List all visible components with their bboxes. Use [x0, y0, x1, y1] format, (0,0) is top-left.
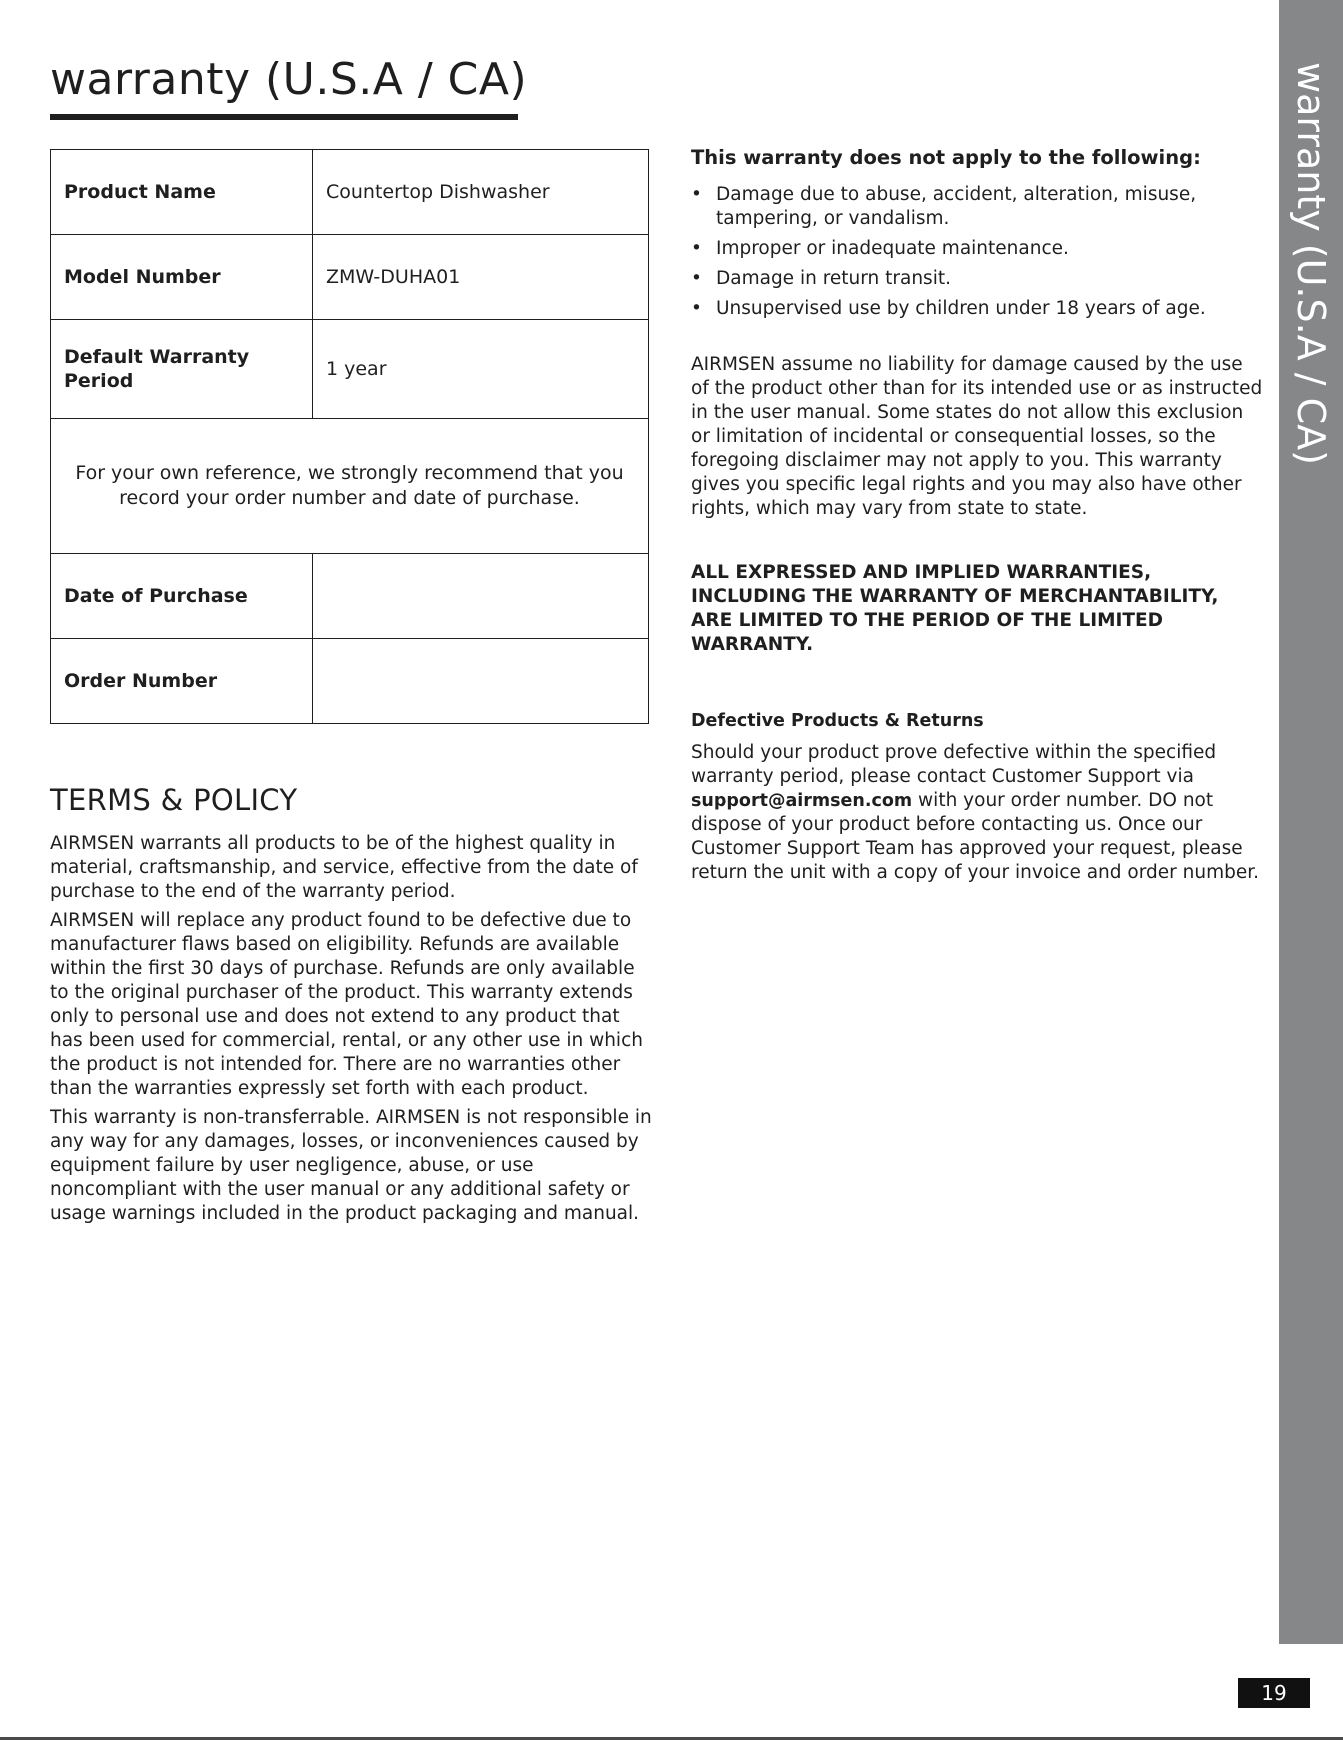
date-of-purchase-label: Date of Purchase — [51, 554, 313, 639]
product-info-table — [50, 149, 649, 724]
reference-note: For your own reference, we strongly recommend that you record your order number and date of purchase. — [51, 419, 649, 554]
model-number-label: Model Number — [51, 235, 313, 320]
table-row — [51, 639, 649, 724]
table-row — [51, 419, 649, 554]
terms-heading: TERMS & POLICY — [50, 783, 298, 817]
page-number: 19 — [1238, 1678, 1310, 1708]
table-row — [51, 150, 649, 235]
defective-paragraph — [691, 741, 1263, 885]
list-item: • Damage due to abuse, accident, alteration, misuse, tampering, or vandalism. — [691, 183, 1263, 231]
defective-text-after: with your order number. DO not dispose of your product before contacting us. Once our Customer Support Team has approved your request, please return the unit with a copy of your invoice and order number. — [691, 790, 1259, 883]
list-item: • Improper or inadequate maintenance. — [691, 237, 1263, 261]
list-item: • Unsupervised use by children under 18 years of age. — [691, 297, 1263, 321]
order-number-label: Order Number — [51, 639, 313, 724]
table-row — [51, 554, 649, 639]
defective-text-before: Should your product prove defective within the specified warranty period, please contact Customer Support via — [691, 742, 1217, 787]
table-row — [51, 320, 649, 419]
warranty-limits-paragraph: ALL EXPRESSED AND IMPLIED WARRANTIES, INCLUDING THE WARRANTY OF MERCHANTABILITY, ARE LIMITED TO THE PERIOD OF THE LIMITED WARRANTY. — [691, 562, 1219, 655]
list-item: • Damage in return transit. — [691, 267, 1263, 291]
defective-heading: Defective Products & Returns — [691, 711, 984, 731]
exclusions-heading: This warranty does not apply to the following: — [691, 146, 1201, 169]
warranty-period-value: 1 year — [313, 320, 649, 419]
side-tab — [1279, 0, 1343, 1644]
product-name-value: Countertop Dishwasher — [313, 150, 649, 235]
title-underline — [50, 114, 518, 120]
terms-body — [50, 832, 652, 1231]
side-tab-label: warranty (U.S.A / CA) — [1289, 62, 1333, 466]
date-of-purchase-value — [313, 554, 649, 639]
terms-paragraph: AIRMSEN will replace any product found to be defective due to manufacturer flaws based on eligibility. Refunds are available within the first 30 days of purchase. Refunds are only available to the original purchaser of the product. This warranty extends only to personal use and does not extend to any product that has been used for commercial, rental, or any other use in which the product is not intended for. There are no warranties other than the warranties expressly set forth with each product. — [50, 910, 643, 1099]
exclusion-list — [691, 183, 1263, 321]
order-number-value — [313, 639, 649, 724]
table-row — [51, 235, 649, 320]
terms-paragraph: AIRMSEN warrants all products to be of the highest quality in material, craftsmanship, and service, effective from the date of purchase to the end of the warranty period. — [50, 833, 638, 902]
page-title: warranty (U.S.A / CA) — [50, 54, 528, 105]
right-column — [691, 145, 1263, 885]
model-number-value: ZMW-DUHA01 — [313, 235, 649, 320]
warranty-period-label: Default Warranty Period — [51, 320, 313, 419]
product-name-label: Product Name — [51, 150, 313, 235]
liability-paragraph: AIRMSEN assume no liability for damage caused by the use of the product other than for its intended use or as instructed in the user manual. Some states do not allow this exclusion or limitation of incidental or consequential losses, so the foregoing disclaimer may not apply to you. This warranty gives you specific legal rights and you may also have other rights, which may vary from state to state. — [691, 354, 1263, 519]
support-email-link[interactable]: support@airmsen.com — [691, 791, 913, 811]
terms-paragraph: This warranty is non-transferrable. AIRMSEN is not responsible in any way for any damages, losses, or inconveniences caused by equipment failure by user negligence, abuse, or use noncompliant with the user manual or any additional safety or usage warnings included in the product packaging and manual. — [50, 1107, 652, 1224]
